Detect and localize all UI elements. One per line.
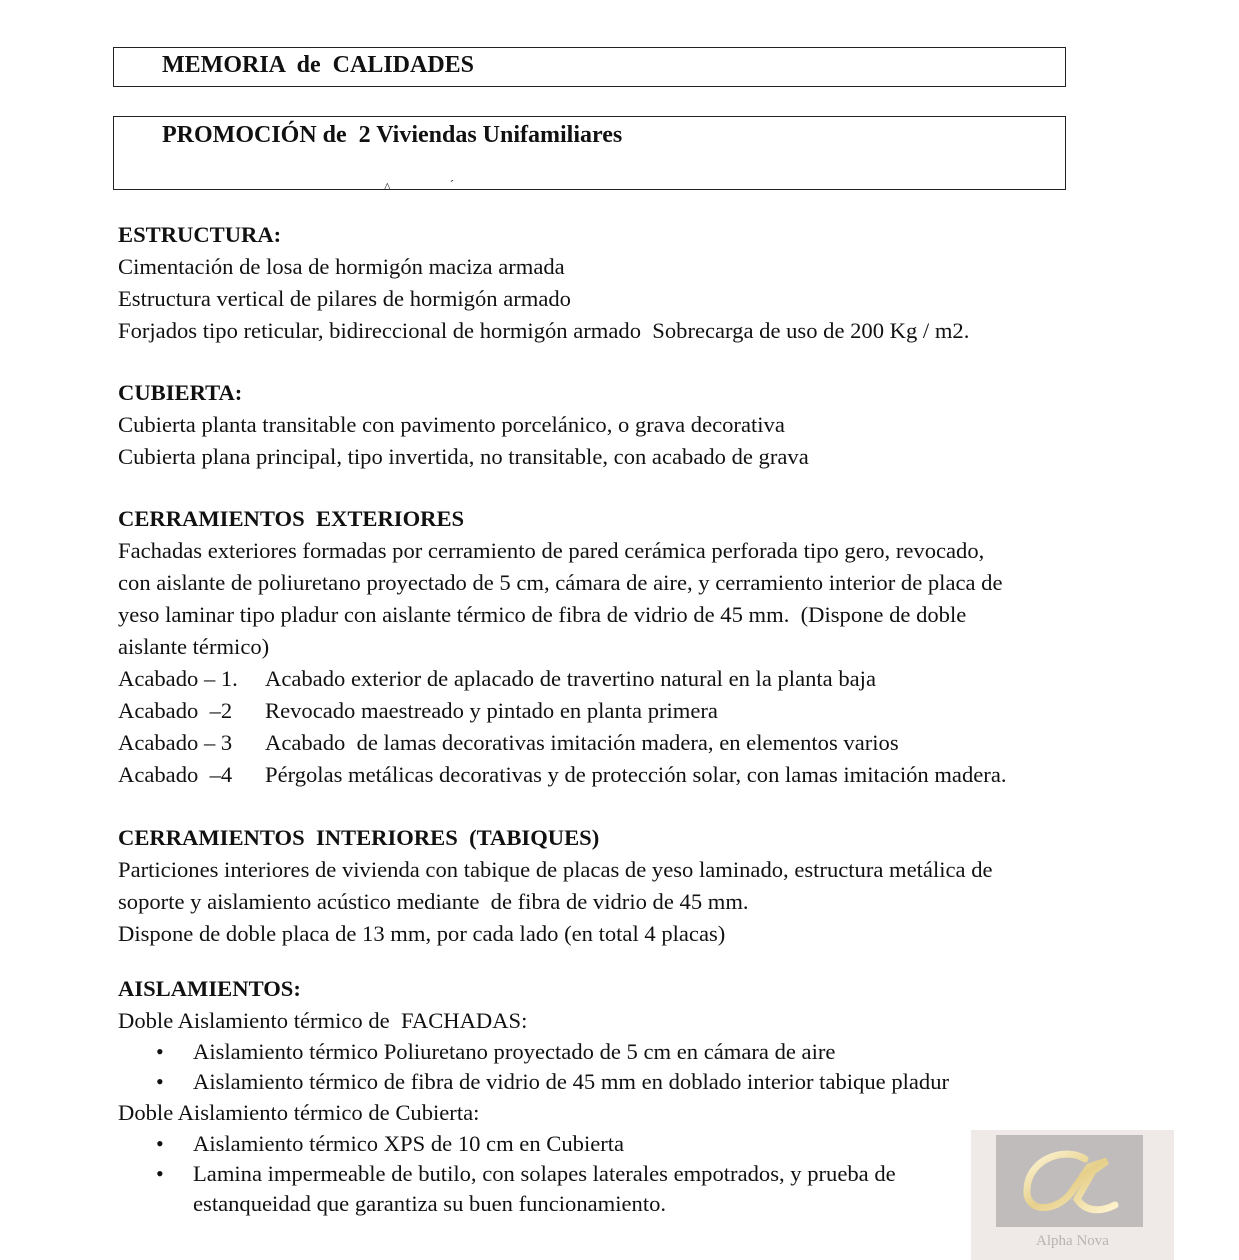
acabado-text: Revocado maestreado y pintado en planta primera [265,698,718,723]
acabado-label: Acabado – 1. [118,666,238,691]
bullet-icon: • [156,1131,164,1156]
subheading-fachadas: Doble Aislamiento térmico de FACHADAS: [118,1008,528,1033]
clipped-text: ^ ́ [384,181,454,190]
alpha-logo-icon [996,1135,1143,1227]
watermark-caption: Alpha Nova [1036,1233,1109,1249]
heading-cerramientos-exteriores: CERRAMIENTOS EXTERIORES [118,506,465,531]
acabado-row [118,727,1118,759]
text-line: yeso laminar tipo pladur con aislante térmico de fibra de vidrio de 45 mm. (Dispone de doble [118,602,967,627]
acabado-label: Acabado –2 [118,698,233,723]
acabado-text: Acabado de lamas decorativas imitación madera, en elementos varios [265,730,899,755]
promotion-title: PROMOCIÓN de 2 Viviendas Unifamiliares [162,122,623,148]
alpha-nova-watermark [971,1130,1174,1260]
heading-estructura: ESTRUCTURA: [118,222,282,247]
section-cubierta [118,377,1118,473]
heading-aislamientos: AISLAMIENTOS: [118,976,301,1001]
text-line: Estructura vertical de pilares de hormigón armado [118,286,571,311]
list-item: • Lamina impermeable de butilo, con solapes laterales empotrados, y prueba de [118,1159,1118,1189]
acabado-label: Acabado –4 [118,762,233,787]
text-line: soporte y aislamiento acústico mediante de fibra de vidrio de 45 mm. [118,889,749,914]
text-line: Cubierta plana principal, tipo invertida, no transitable, con acabado de grava [118,444,809,469]
text-line: Cubierta planta transitable con pavimento porcelánico, o grava decorativa [118,412,785,437]
text-line: Fachadas exteriores formadas por cerramiento de pared cerámica perforada tipo gero, revocado, [118,538,985,563]
heading-cerramientos-interiores: CERRAMIENTOS INTERIORES (TABIQUES) [118,825,600,850]
fachadas-list [118,1037,1118,1097]
acabado-text: Acabado exterior de aplacado de travertino natural en la planta baja [265,666,876,691]
text-line: con aislante de poliuretano proyectado de 5 cm, cámara de aire, y cerramiento interior de placa de [118,570,1003,595]
section-cerramientos-interiores [118,822,1118,950]
section-estructura [118,219,1118,347]
promotion-box [113,116,1066,190]
text-line: aislante térmico) [118,634,270,659]
bullet-icon: • [156,1069,164,1094]
acabado-row [118,663,1118,695]
document-title: MEMORIA de CALIDADES [162,52,475,78]
section-aislamientos [118,973,1118,1219]
acabado-row [118,759,1118,791]
list-item: • Aislamiento térmico Poliuretano proyectado de 5 cm en cámara de aire [118,1037,1118,1067]
section-cerramientos-exteriores [118,503,1118,791]
text-line: Dispone de doble placa de 13 mm, por cada lado (en total 4 placas) [118,921,726,946]
text-line: Forjados tipo reticular, bidireccional de hormigón armado Sobrecarga de uso de 200 Kg / m2. [118,318,970,343]
list-item-continuation: estanqueidad que garantiza su buen funcionamiento. [193,1191,667,1216]
subheading-cubierta: Doble Aislamiento térmico de Cubierta: [118,1100,480,1125]
text-line: Cimentación de losa de hormigón maciza armada [118,254,565,279]
list-item: • Aislamiento térmico de fibra de vidrio de 45 mm en doblado interior tabique pladur [118,1067,1118,1097]
bullet-icon: • [156,1161,164,1186]
acabado-text: Pérgolas metálicas decorativas y de protección solar, con lamas imitación madera. [265,762,1007,787]
bullet-icon: • [156,1039,164,1064]
list-item: • Aislamiento térmico XPS de 10 cm en Cubierta [118,1129,1118,1159]
acabado-row [118,695,1118,727]
acabado-label: Acabado – 3 [118,730,233,755]
cubierta-list [118,1129,1118,1219]
heading-cubierta: CUBIERTA: [118,380,243,405]
title-box [113,47,1066,87]
text-line: Particiones interiores de vivienda con tabique de placas de yeso laminado, estructura metálica de [118,857,993,882]
